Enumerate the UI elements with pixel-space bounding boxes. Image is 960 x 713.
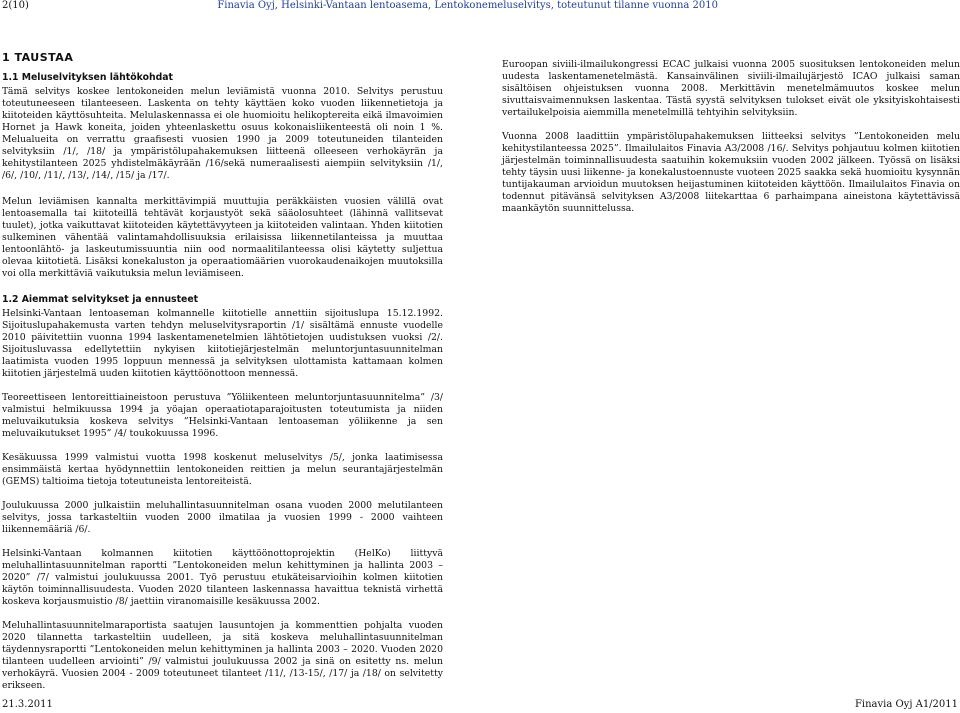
paragraph: Meluhallintasuunnitelmaraportista saatujen lausuntojen ja kommenttien pohjalta vuoden 2020 tilannetta tarkasteltiin uudelleen, ja sitä koskeva meluhallintasuunnitelman täydennysraportti ”Lentokoneiden melun kehittyminen ja hallinta 2003 – 2020. Vuoden 2020 tilanteen uudelleen arviointi” /9/ valmistui joulukuussa 2002 ja sinä on esitetty ns. melun verhokäyrä. Vuosien 2004 - 2009 toteutuneet tilanteet /11/, /13-15/, /17/ ja /18/ on selvitetty erikseen. [2, 620, 443, 691]
paragraph: Tämä selvitys koskee lentokoneiden melun leviämistä vuonna 2010. Selvitys perustuu toteutuneeseen tilanteeseen. Laskenta on tehty käyttäen koko vuoden liikennetietoja ja kiitoteiden käyttösuhteita. Melulaskennassa ei ole huomioitu helikoptereita eikä ilmavoimien Hornet ja Hawk koneita, joiden yhteenlaskettu osuus kokonaisliikenteestä oli noin 1 %. Melualueita on verrattu graafisesti vuosien 1990 ja 2009 toteutuneiden tilanteiden selvityksiin /1/, /18/ ja ympäristölupahakemuksen liitteenä olleeseen verhokäyrän ja kehitystilanteen 2025 yhdistelmäkäyrään /16/sekä numeraalisesti aiempiin selvityksiin /1/, /6/, /10/, /11/, /13/, /14/, /15/ ja /17/. [2, 86, 443, 181]
paragraph: Joulukuussa 2000 julkaistiin meluhallintasuunnitelman osana vuoden 2000 melutilanteen selvitys, jossa tarkasteltiin vuoden 2000 ilmatilaa ja vuosien 1999 - 2000 vaihteen liikennemääriä /6/. [2, 500, 443, 535]
paragraph: Helsinki-Vantaan kolmannen kiitotien käyttöönottoprojektin (HelKo) liittyvä meluhallintasuunnitelman raportti ”Lentokoneiden melun kehittyminen ja hallinta 2003 – 2020” /7/ valmistui joulukuussa 2001. Työ perustuu etukäteisarvioihin kolmen kiitotien käytön toiminnallisuudesta. Vuoden 2020 tilanteen laskennassa havaittua teknistä virhettä koskeva korjausmuistio /8/ jaettiin viranomaisille kesäkuussa 2002. [2, 548, 443, 607]
footer-publisher: Finavia Oyj A1/2011 [854, 699, 958, 710]
left-column [2, 52, 443, 704]
paragraph: Melun leviämisen kannalta merkittävimpiä muuttujia peräkkäisten vuosien välillä ovat lentoasemalla tai kiitoteillä tehtävät korjaustyöt sekä sääolosuhteet (lähinnä vallitsevat tuulet), jotka vaikuttavat kiitoteiden käytettävyyteen ja kiitoteiden valintaan. Yhden kiitotien sulkeminen vähentää valintamahdollisuuksia erilaisissa liikennetilanteissa ja muuttaa lentoonlähtö- ja laskeutumissuuntia niin ood normaalitilanteessa olisi käytetty suljettua olevaa kiitotietä. Lisäksi konekaluston ja operaatiomäärien vuorokaudenaikojen muutoksilla voi olla merkittäviä vaikutuksia melun leviämiseen. [2, 196, 443, 279]
chapter-heading: 1 TAUSTAA [2, 51, 74, 64]
running-title: Finavia Oyj, Helsinki-Vantaan lentoasema, Lentokonemeluselvitys, toteutunut tilanne vuonna 2010 [217, 0, 718, 11]
footer-date: 21.3.2011 [2, 699, 53, 710]
paragraph: Euroopan siviili-ilmailukongressi ECAC julkaisi vuonna 2005 suosituksen lentokoneiden melun uudesta laskentamenetelmästä. Kansainvälinen siviili-ilmailujärjestö ICAO julkaisi saman sisältöisen ohjeistuksen vuonna 2008. Merkittävin menetelmämuutos koskee melun sivuttaisvaimennuksen laskentaa. Tästä syystä selvityksen tulokset eivät ole yksityiskohtaisesti vertailukelpoisia aiemmilla menetelmillä tehtyihin selvityksiin. [502, 59, 960, 118]
page-header [0, 0, 960, 14]
section-heading-1-2: 1.2 Aiemmat selvitykset ja ennusteet [2, 294, 199, 305]
page-number: 2(10) [2, 0, 29, 11]
paragraph: Teoreettiseen lentoreittiaineistoon perustuva ”Yöliikenteen meluntorjuntasuunnitelma” /3/ valmistui helmikuussa 1994 ja yöajan operaatiotaparajoitusten toteutumista ja niiden meluvaikutuksia koskeva selvitys ”Helsinki-Vantaan lentoaseman yöliikenne ja sen meluvaikutukset 1995” /4/ toukokuussa 1996. [2, 392, 443, 439]
right-column [502, 59, 960, 227]
paragraph: Helsinki-Vantaan lentoaseman kolmannelle kiitotielle annettiin sijoituslupa 15.12.1992. Sijoituslupahakemusta varten tehdyn meluselvitysraportin /1/ sisältämä ennuste vuodelle 2010 päivitettiin vuonna 1994 laskentamenetelmien lähtötietojen uudistuksen vuoksi /2/. Sijoitusluvassa edellytettiin nykyisen kiitotiejärjestelmän meluntorjuntasuunnitelman laatimista vuoden 1995 loppuun mennessä ja selvityksen ulottamista kattamaan kolmen kiitotien järjestelmä uuden kiitotien käyttöönottoon mennessä. [2, 308, 443, 379]
paragraph: Kesäkuussa 1999 valmistui vuotta 1998 koskenut meluselvitys /5/, jonka laatimisessa ensimmäistä kertaa hyödynnettiin lentokoneiden reittien ja melun seurantajärjestelmän (GEMS) taltioima tietoja toteutuneista lentoreiteistä. [2, 452, 443, 487]
paragraph: Vuonna 2008 laadittiin ympäristölupahakemuksen liitteeksi selvitys ”Lentokoneiden melu kehitystilanteessa 2025”. Ilmailulaitos Finavia A3/2008 /16/. Selvitys pohjautuu kolmen kiitotien järjestelmän toiminnallisuudesta saatuihin kokemuksiin vuoden 2002 jälkeen. Työssä on lisäksi tehty täysin uusi liikenne- ja konekalustoennuste vuoteen 2025 saakka sekä huomioitu kysynnän tuntijakauman arvioidun muutoksen heijastuminen kiitoteiden käyttöön. Ilmailulaitos Finavia on todennut pitävänsä selvityksen A3/2008 liitekarttaa 6 parhaimpana aineistona käytettävissä maankäytön suunnittelussa. [502, 131, 960, 214]
section-heading-1-1: 1.1 Meluselvityksen lähtökohdat [2, 72, 173, 83]
page-footer [0, 699, 960, 713]
